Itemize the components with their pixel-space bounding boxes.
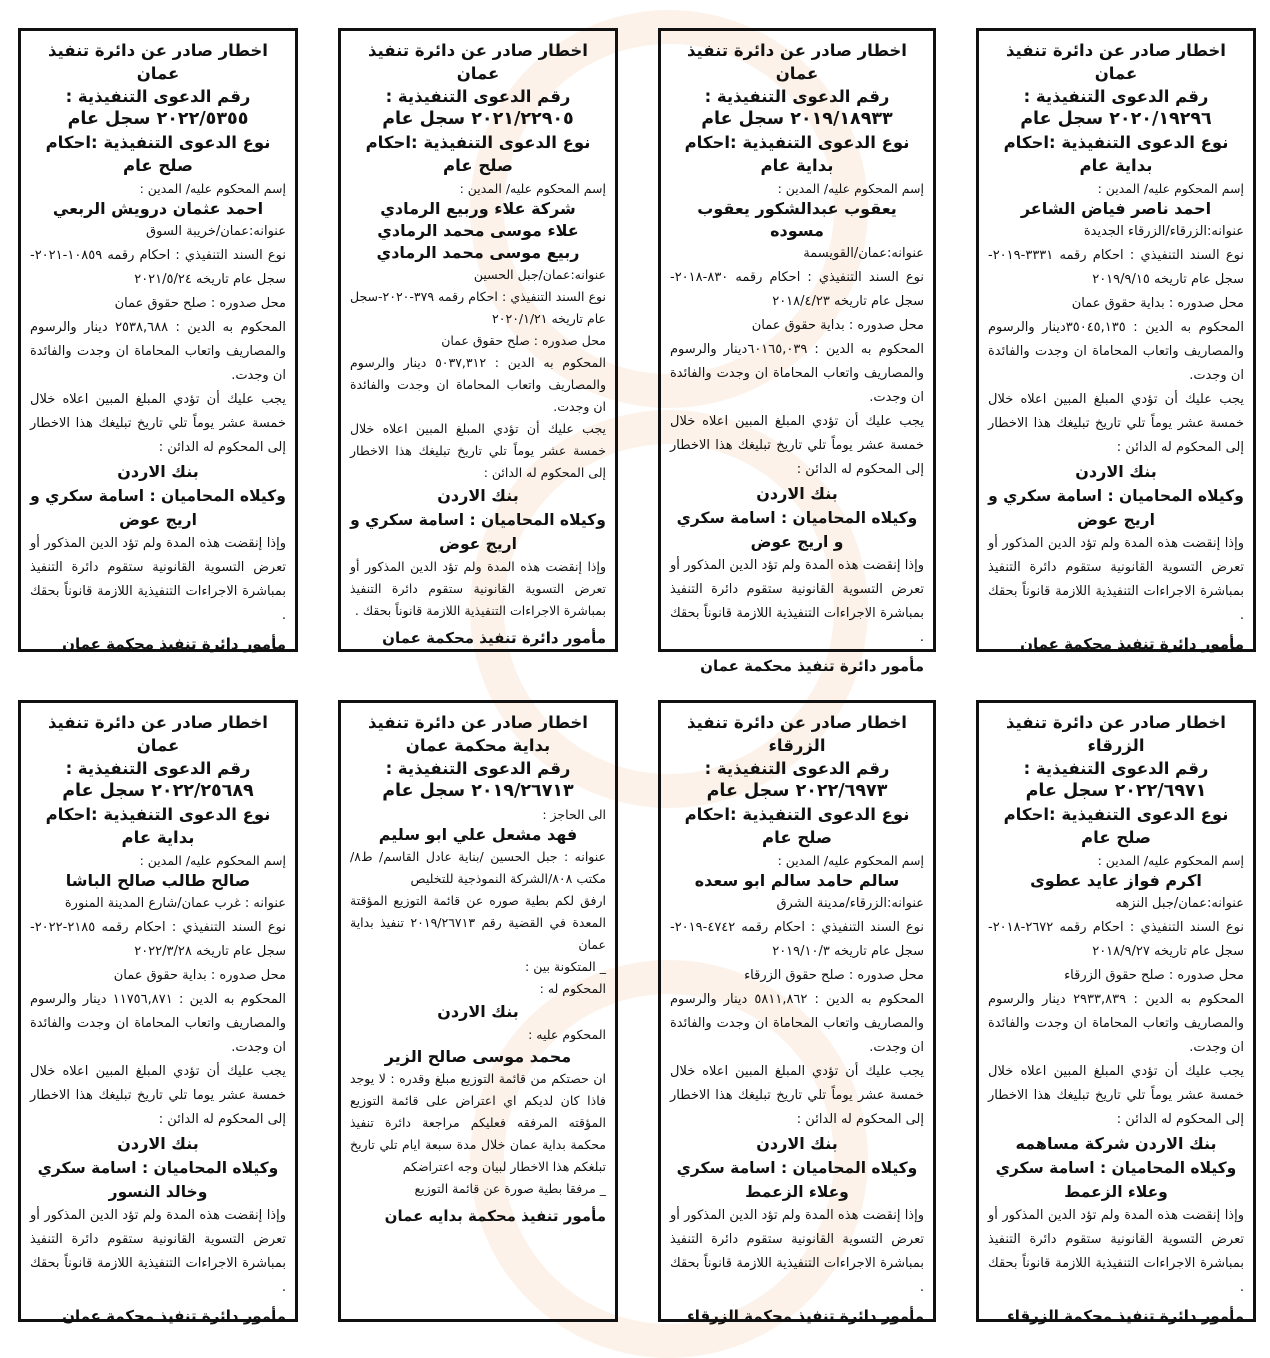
bond-type: نوع السند التنفيذي : احكام رقمه ٨٣٠-٢٠١٨-سجل عام تاريخه ٢٠١٨/٤/٢٣: [670, 270, 924, 309]
signature: مأمور دائرة تنفيذ محكمة الزرقاء: [1007, 1307, 1244, 1325]
case-number-label: رقم الدعوى التنفيذية :: [1023, 759, 1209, 778]
deadline: يجب عليك أن تؤدي المبلغ المبين اعلاه خلال خمسة عشر يوماً تلي تاريخ تبليغك هذا الاخطار إلى المحكوم له الدائن :: [988, 1064, 1244, 1127]
creditor: بنك الاردن شركة مساهمه: [1015, 1134, 1217, 1153]
issuer: محل صدوره : بداية حقوق عمان: [113, 968, 286, 983]
signature: مأمور دائرة تنفيذ محكمة عمان: [62, 635, 286, 653]
case-number: ٢٠٢٢/٦٩٧١ سجل عام: [1025, 781, 1207, 801]
deadline: يجب عليك أن تؤدي المبلغ المبين اعلاه خلال خمسة عشر يوماً تلي تاريخ تبليغك هذا الاخطار إلى المحكوم له الدائن :: [30, 392, 286, 455]
notice-body: ان حصتكم من قائمة التوزيع مبلغ وقدره : لا يوجد فاذا كان لديكم اي اعتراض على قائمة التوزيع المؤقته المرفقه فعليكم مراجعة دائرة تنفيذ محكمة بداية عمان خلال مدة سبعة ايام تلي تاريخ تبلغكم هذا الاخطار لبيان وجه اعتراضكم: [350, 1071, 606, 1174]
creditor: بنك الاردن: [117, 1134, 199, 1153]
case-number: ٢٠٢٠/١٩٢٩٦ سجل عام: [1020, 109, 1212, 129]
address: عنوانه:الزرقاء/مدينة الشرق: [776, 896, 924, 911]
debtor-name: احمد ناصر فياض الشاعر: [1020, 199, 1212, 218]
case-type: نوع الدعوى التنفيذية :احكام بداية عام: [45, 805, 271, 847]
signature: مأمور دائرة تنفيذ محكمة عمان: [62, 1307, 286, 1325]
case-number-label: رقم الدعوى التنفيذية :: [385, 87, 571, 106]
case-type: نوع الدعوى التنفيذية :احكام صلح عام: [45, 133, 271, 175]
warning: وإذا إنقضت هذه المدة ولم تؤد الدين المذكور أو تعرض التسوية القانونية ستقوم دائرة التنفيذ بمباشرة الاجراءات التنفيذية اللازمة قانوناً بحقك .: [988, 1208, 1244, 1295]
address: عنوانه:الزرقاء/الزرقاء الجديدة: [1083, 224, 1244, 239]
case-number-label: رقم الدعوى التنفيذية :: [704, 759, 890, 778]
amount: المحكوم به الدين : ٥٠٣٧,٣١٢ دينار والرسوم والمصاريف واتعاب المحاماة ان وجدت والفائدة ان وجدت.: [350, 355, 606, 414]
case-number: ٢٠١٩/١٨٩٣٣ سجل عام: [701, 109, 893, 129]
address: عنوانه:عمان/القويسمة: [803, 246, 924, 261]
creditor: بنك الاردن: [437, 486, 519, 505]
amount: المحكوم به الدين : ٥٨١١,٨٦٢ دينار والرسوم والمصاريف واتعاب المحاماة ان وجدت والفائدة ان وجدت.: [670, 992, 924, 1055]
legal-notice: [18, 700, 298, 1325]
signature: مأمور دائرة تنفيذ محكمة عمان: [700, 657, 924, 675]
debtor-label: إسم المحكوم عليه/ المدين :: [459, 181, 606, 196]
case-number-label: رقم الدعوى التنفيذية :: [385, 759, 571, 778]
case-number: ٢٠٢١/٢٢٩٠٥ سجل عام: [382, 109, 574, 129]
case-type: نوع الدعوى التنفيذية :احكام صلح عام: [684, 805, 910, 847]
lawyers: وكيلاه المحاميان : اسامة سكري وخالد النسور: [37, 1159, 279, 1201]
bond-type: نوع السند التنفيذي : احكام رقمه ٤٧٤٢-٢٠١٩-سجل عام تاريخه ٢٠١٩/١٠/٣: [670, 920, 924, 959]
legal-notice: [18, 28, 298, 652]
debtor-label: إسم المحكوم عليه/ المدين :: [777, 853, 924, 868]
creditor: بنك الاردن: [1075, 462, 1157, 481]
case-type: نوع الدعوى التنفيذية :احكام بداية عام: [684, 133, 910, 175]
case-number: ٢٠١٩/٢٦٧١٣ سجل عام: [382, 781, 574, 801]
debtor-name: ربيع موسى محمد الرمادي: [376, 243, 580, 262]
lawyers: وكيلاه المحاميان : اسامة سكري وعلاء الزعمط: [995, 1159, 1237, 1201]
case-number-label: رقم الدعوى التنفيذية :: [704, 87, 890, 106]
attachment-note: _ مرفقا بطية صورة عن قائمة التوزيع: [414, 1181, 606, 1196]
creditor-label: المحكوم له :: [539, 981, 606, 996]
issuer: محل صدوره : صلح حقوق الزرقاء: [1064, 968, 1244, 983]
signature: مأمور تنفيذ محكمة بدايه عمان: [384, 1207, 606, 1225]
bond-type: نوع السند التنفيذي : احكام رقمه ٢١٨٥-٢٠٢٢-سجل عام تاريخه ٢٠٢٢/٣/٢٨: [30, 920, 286, 959]
debtor-name: سالم حامد سالم ابو سعده: [694, 871, 900, 890]
address: عنوانه : غرب عمان/شارع المدينة المنورة: [64, 896, 286, 911]
notice-title: اخطار صادر عن دائرة تنفيذ عمان: [687, 41, 907, 83]
legal-notice: [976, 28, 1256, 652]
amount: المحكوم به الدين : ٢٥٣٨,٦٨٨ دينار والرسوم والمصاريف واتعاب المحاماة ان وجدت والفائدة ان وجدت.: [30, 320, 286, 383]
notice-title: اخطار صادر عن دائرة تنفيذ بداية محكمة عمان: [368, 713, 588, 755]
amount: المحكوم به الدين : ٢٩٣٣,٨٣٩ دينار والرسوم والمصاريف واتعاب المحاماة ان وجدت والفائدة ان وجدت.: [988, 992, 1244, 1055]
debtor-name: يعقوب عبدالشكور يعقوب مسوده: [697, 199, 897, 240]
address: عنوانه:عمان/جبل الحسين: [473, 267, 606, 282]
issuer: محل صدوره : صلح حقوق الزرقاء: [744, 968, 924, 983]
deadline: يجب عليك أن تؤدي المبلغ المبين اعلاه خلال خمسة عشر يوماً تلي تاريخ تبليغك هذا الاخطار إلى المحكوم له الدائن :: [670, 414, 924, 477]
debtor-label: إسم المحكوم عليه/ المدين :: [139, 853, 286, 868]
legal-notice: [658, 28, 936, 675]
issuer: محل صدوره : بداية حقوق عمان: [751, 318, 924, 333]
debtor-name: صالح طالب صالح الباشا: [65, 871, 251, 890]
notice-title: اخطار صادر عن دائرة تنفيذ عمان: [1006, 41, 1226, 83]
bond-type: نوع السند التنفيذي : احكام رقمه ٣٣٣١-٢٠١٩-سجل عام تاريخه ٢٠١٩/٩/١٥: [988, 248, 1244, 287]
debtor-label: إسم المحكوم عليه/ المدين :: [139, 181, 286, 196]
creditor: بنك الاردن: [117, 462, 199, 481]
case-number: ٢٠٢٢/٥٣٥٥ سجل عام: [67, 109, 249, 129]
debtor-name: محمد موسى صالح الزير: [384, 1047, 572, 1066]
deadline: يجب عليك أن تؤدي المبلغ المبين اعلاه خلال خمسة عشر يوماً تلي تاريخ تبليغك هذا الاخطار إلى المحكوم له الدائن :: [350, 421, 606, 480]
signature: مأمور دائرة تنفيذ محكمة عمان: [1020, 635, 1244, 653]
case-number-label: رقم الدعوى التنفيذية :: [65, 759, 251, 778]
legal-notice: [976, 700, 1256, 1325]
debtor-label: إسم المحكوم عليه/ المدين :: [1097, 853, 1244, 868]
bond-type: نوع السند التنفيذي : احكام رقمه ٣٧٩-٢٠٢٠-سجل عام تاريخه ٢٠٢٠/١/٢١: [350, 289, 606, 326]
lawyers: وكيلاه المحاميان : اسامة سكري و اريج عوض: [350, 511, 606, 553]
legal-notice: [658, 700, 936, 1325]
address: عنوانه:عمان/جبل النزهه: [1115, 896, 1244, 911]
notice-title: اخطار صادر عن دائرة تنفيذ عمان: [48, 713, 268, 755]
case-number: ٢٠٢٢/٢٥٦٨٩ سجل عام: [62, 781, 254, 801]
warning: وإذا إنقضت هذه المدة ولم تؤد الدين المذكور أو تعرض التسوية القانونية ستقوم دائرة التنفيذ بمباشرة الاجراءات التنفيذية اللازمة قانوناً بحقك .: [988, 536, 1244, 623]
case-number: ٢٠٢٢/٦٩٧٣ سجل عام: [706, 781, 888, 801]
deadline: يجب عليك أن تؤدي المبلغ المبين اعلاه خلال خمسة عشر يوماً تلي تاريخ تبليغك هذا الاخطار إلى المحكوم له الدائن :: [670, 1064, 924, 1127]
address: عنوانه : جبل الحسين /بناية عادل القاسم/ ط٨/مكتب ٨٠٨/الشركة النموذجية للتخليص: [350, 849, 606, 886]
issuer: محل صدوره : صلح حقوق عمان: [441, 333, 606, 348]
warning: وإذا إنقضت هذه المدة ولم تؤد الدين المذكور أو تعرض التسوية القانونية ستقوم دائرة التنفيذ بمباشرة الاجراءات التنفيذية اللازمة قانوناً بحقك .: [670, 558, 924, 645]
creditor: بنك الاردن: [437, 1002, 519, 1021]
garnishee-name: فهد مشعل علي ابو سليم: [378, 825, 578, 844]
garnishee-label: الى الحاجز :: [542, 807, 606, 822]
amount: المحكوم به الدين : ١١٧٥٦,٨٧١ دينار والرسوم والمصاريف واتعاب المحاماة ان وجدت والفائدة ان وجدت.: [30, 992, 286, 1055]
case-type: نوع الدعوى التنفيذية :احكام صلح عام: [1003, 805, 1229, 847]
debtor-label: المحكوم عليه :: [528, 1027, 606, 1042]
address: عنوانه:عمان/خريبة السوق: [146, 224, 286, 239]
warning: وإذا إنقضت هذه المدة ولم تؤد الدين المذكور أو تعرض التسوية القانونية ستقوم دائرة التنفيذ بمباشرة الاجراءات التنفيذية اللازمة قانوناً بحقك .: [350, 559, 606, 618]
debtor-name: اكرم فواز عايد عطوى: [1030, 871, 1202, 890]
creditor: بنك الاردن: [756, 1134, 838, 1153]
amount: المحكوم به الدين : ٦٠١٦٥,٠٣٩دينار والرسوم والمصاريف واتعاب المحاماة ان وجدت والفائدة ان وجدت.: [670, 342, 924, 405]
case-type: نوع الدعوى التنفيذية :احكام صلح عام: [365, 133, 591, 175]
issuer: محل صدوره : صلح حقوق عمان: [114, 296, 286, 311]
legal-notice-distribution: [338, 700, 618, 1322]
notice-title: اخطار صادر عن دائرة تنفيذ عمان: [48, 41, 268, 83]
case-number-label: رقم الدعوى التنفيذية :: [65, 87, 251, 106]
issuer: محل صدوره : بداية حقوق عمان: [1071, 296, 1244, 311]
lawyers: وكيلاه المحاميان : اسامة سكري و اريج عوض: [30, 487, 286, 529]
creditor: بنك الاردن: [756, 484, 838, 503]
notice-title: اخطار صادر عن دائرة تنفيذ الزرقاء: [1006, 713, 1226, 755]
notice-title: اخطار صادر عن دائرة تنفيذ الزرقاء: [687, 713, 907, 755]
lawyers: وكيلاه المحاميان : اسامة سكري وعلاء الزعمط: [676, 1159, 918, 1201]
debtor-name: شركة علاء وربيع الرمادي: [380, 199, 576, 218]
deadline: يجب عليك أن تؤدي المبلغ المبين اعلاه خلال خمسة عشر يوماً تلي تاريخ تبليغك هذا الاخطار إلى المحكوم له الدائن :: [988, 392, 1244, 455]
lawyers: وكيلاه المحاميان : اسامة سكري و اريج عوض: [988, 487, 1244, 529]
bond-type: نوع السند التنفيذي : احكام رقمه ١٠٨٥٩-٢٠٢١-سجل عام تاريخه ٢٠٢١/٥/٢٤: [30, 248, 286, 287]
case-type: نوع الدعوى التنفيذية :احكام بداية عام: [1003, 133, 1229, 175]
debtor-label: إسم المحكوم عليه/ المدين :: [1097, 181, 1244, 196]
legal-notice: [338, 28, 618, 652]
debtor-name: احمد عثمان درويش الربعي: [52, 199, 264, 218]
debtor-name: علاء موسى محمد الرمادي: [377, 221, 579, 240]
notice-title: اخطار صادر عن دائرة تنفيذ عمان: [368, 41, 588, 83]
bond-type: نوع السند التنفيذي : احكام رقمه ٢٦٧٢-٢٠١٨-سجل عام تاريخه ٢٠١٨/٩/٢٧: [988, 920, 1244, 959]
attached-note: ارفق لكم بطية صوره عن قائمة التوزيع المؤقتة المعدة في القضية رقم ٢٠١٩/٢٦٧١٣ تنفيذ بداية عمان: [350, 893, 606, 952]
amount: المحكوم به الدين : ٣٥٠٤٥,١٣٥دينار والرسوم والمصاريف واتعاب المحاماة ان وجدت والفائدة ان وجدت.: [988, 320, 1244, 383]
warning: وإذا إنقضت هذه المدة ولم تؤد الدين المذكور أو تعرض التسوية القانونية ستقوم دائرة التنفيذ بمباشرة الاجراءات التنفيذية اللازمة قانوناً بحقك .: [30, 536, 286, 623]
debtor-label: إسم المحكوم عليه/ المدين :: [777, 181, 924, 196]
warning: وإذا إنقضت هذه المدة ولم تؤد الدين المذكور أو تعرض التسوية القانونية ستقوم دائرة التنفيذ بمباشرة الاجراءات التنفيذية اللازمة قانوناً بحقك .: [670, 1208, 924, 1295]
between-label: _ المتكونة بين :: [525, 959, 606, 974]
warning: وإذا إنقضت هذه المدة ولم تؤد الدين المذكور أو تعرض التسوية القانونية ستقوم دائرة التنفيذ بمباشرة الاجراءات التنفيذية اللازمة قانوناً بحقك .: [30, 1208, 286, 1295]
case-number-label: رقم الدعوى التنفيذية :: [1023, 87, 1209, 106]
deadline: يجب عليك أن تؤدي المبلغ المبين اعلاه خلال خمسة عشر يوما تلي تاريخ تبليغك هذا الاخطار إلى المحكوم له الدائن :: [30, 1064, 286, 1127]
signature: مأمور دائرة تنفيذ محكمة عمان: [382, 629, 606, 647]
signature: مأمور دائرة تنفيذ محكمة الزرقاء: [687, 1307, 924, 1325]
lawyers: وكيلاه المحاميان : اسامة سكري و اريج عوض: [676, 509, 918, 551]
